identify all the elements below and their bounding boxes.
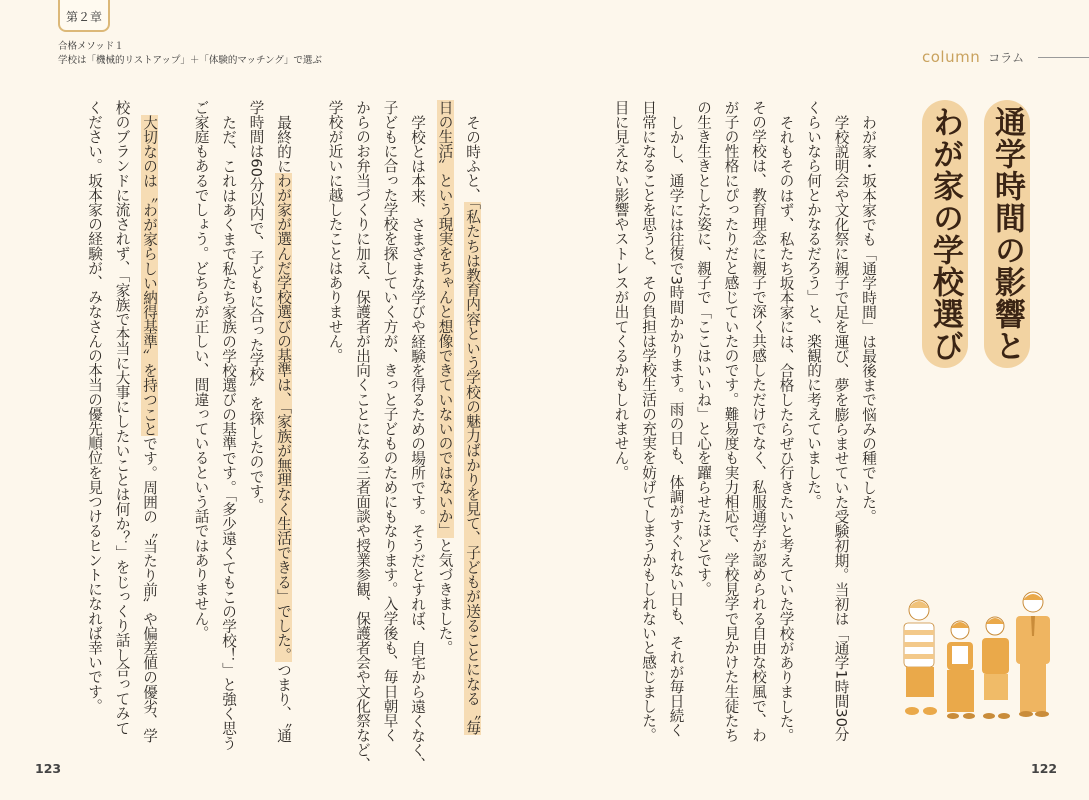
body-text: です。周囲の〝当たり前〟や偏差値の優劣、学 xyxy=(141,435,158,743)
body-text: 最終的に xyxy=(275,114,292,173)
body-text: 学時間は60分以内で、子どもに合った学校〟を探したのです。 xyxy=(247,100,265,513)
father-figure xyxy=(1016,592,1050,717)
body-text: その時ふと、 xyxy=(464,114,481,203)
header-rule xyxy=(1038,57,1089,58)
body-text: 日常になることを思うと、その負担は学校生活の充実を妨げてしまうかもしれないと感じました。 xyxy=(640,100,657,743)
body-text: ご家庭もあるでしょう。どちらが正しい、間違っているという話ではありません。 xyxy=(192,100,210,641)
column-label-en: column xyxy=(922,48,981,66)
column-label xyxy=(922,48,1024,66)
chapter-label: 第２章 xyxy=(65,10,102,24)
child-1-figure xyxy=(947,621,975,719)
text-column xyxy=(717,100,745,750)
text-column xyxy=(827,100,855,750)
body-text: 学校説明会や文化祭に親子で足を運び、夢を膨らませていた受験初期。当初は「通学1時間30分 xyxy=(832,114,850,742)
running-head-method: 合格メソッド１ xyxy=(58,41,124,52)
body-text: 目に見えない影響やストレスが出てくるかもしれません。 xyxy=(612,100,630,480)
text-column xyxy=(607,100,635,750)
section-gap xyxy=(163,100,187,750)
text-column xyxy=(215,100,243,750)
text-column xyxy=(136,100,164,750)
text-column xyxy=(855,100,883,750)
text-column xyxy=(745,100,773,750)
body-text: その学校は、教育理念に親子で深く共感しただけでなく、私服通学が認められる自由な校風で、わ xyxy=(750,100,767,743)
body-text: の生き生きとした姿に、親子で「ここはいいね」と心を躍らせたほどです。 xyxy=(695,100,712,597)
body-text: 校のブランドに流されず、「家族で本当に大事にしたいことは何か？」をじっくり話し合ってみて xyxy=(113,100,131,736)
text-column xyxy=(635,100,663,750)
text-column xyxy=(242,100,270,750)
chapter-tab xyxy=(58,0,110,32)
body-text: ただ、これはあくまで私たち家族の学校選びの基準です。「多少遠くてもこの学校！」と強く思う xyxy=(220,114,237,750)
column-label-jp: コラム xyxy=(988,50,1025,65)
running-head-title: 学校は「機械的リストアップ」＋「体験的マッチング」で選ぶ xyxy=(58,55,322,66)
text-column xyxy=(108,100,136,750)
body-text: しかし、通学には往復で3時間かかります。雨の日も、体調がすぐれない日も、それが毎日続く xyxy=(667,114,685,738)
text-column xyxy=(321,100,349,750)
body-text: からのお弁当づくりに加え、保護者が出向くことになる三者面談や授業参観、保護者会や文化祭など、 xyxy=(354,100,371,772)
body-text: わが家・坂本家でも「通学時間」は最後まで悩みの種でした。 xyxy=(860,114,877,524)
body-text: と気づきました。 xyxy=(436,538,454,655)
text-column xyxy=(800,100,828,750)
highlighted-text: わが家が選んだ学校選びの基準は、「家族が無理なく生活できる」でした。 xyxy=(275,173,292,663)
page-number-right: 122 xyxy=(1031,761,1058,776)
child-2-figure xyxy=(982,617,1010,719)
body-text: それもそのはず、私たち坂本家には、合格したらぜひ行きたいと考えていた学校がありました。 xyxy=(777,114,795,743)
text-column xyxy=(81,100,109,750)
text-column xyxy=(404,100,432,772)
mother-figure xyxy=(904,600,937,715)
text-column xyxy=(459,100,487,750)
section-gap xyxy=(297,100,321,750)
title-line-1: 通学時間の影響と xyxy=(984,100,1030,368)
right-page-body xyxy=(607,100,882,750)
text-column xyxy=(270,100,298,750)
text-column xyxy=(431,100,459,750)
body-text: くらいなら何とかなるだろう」と、楽観的に考えていました。 xyxy=(805,100,822,509)
text-column xyxy=(662,100,690,750)
family-illustration xyxy=(886,590,1066,740)
left-page-body xyxy=(81,100,487,772)
body-text: 学校とは本来、さまざまな学びや経験を得るための場所です。そうだとすれば、自宅から遠くなく、 xyxy=(409,114,426,772)
text-column xyxy=(690,100,718,750)
highlighted-text: 大切なのは〝わが家らしい納得基準〟を持つこと xyxy=(141,114,158,436)
title-line-2: わが家の学校選び xyxy=(922,100,968,368)
body-text: ください。坂本家の経験が、みなさんの本当の優先順位を見つけるヒントになれば幸いです。 xyxy=(86,100,103,714)
text-column xyxy=(772,100,800,750)
text-column xyxy=(349,100,377,772)
text-column xyxy=(187,100,215,750)
running-head xyxy=(58,40,322,68)
text-column xyxy=(376,100,404,750)
highlighted-text: 「私たちは教育内容という学校の魅力ばかりを見て、子どもが送ることになる〝毎 xyxy=(464,202,481,736)
page-number-left: 123 xyxy=(35,761,62,776)
body-text: 学校が近いに越したことはありません。 xyxy=(326,100,344,363)
body-text: つまり、〝通 xyxy=(275,662,292,743)
highlighted-text: 日の生活〟という現実をちゃんと想像できていないのではないか」 xyxy=(436,100,454,538)
body-text: 子どもに合った学校を探していく方が、きっと子どものためにもなります。入学後も、毎日朝早く xyxy=(381,100,399,743)
body-text: が子の性格にぴったりだと感じていたのです。難易度も実力相応で、学校見学で見かけた生徒たち xyxy=(722,100,740,743)
